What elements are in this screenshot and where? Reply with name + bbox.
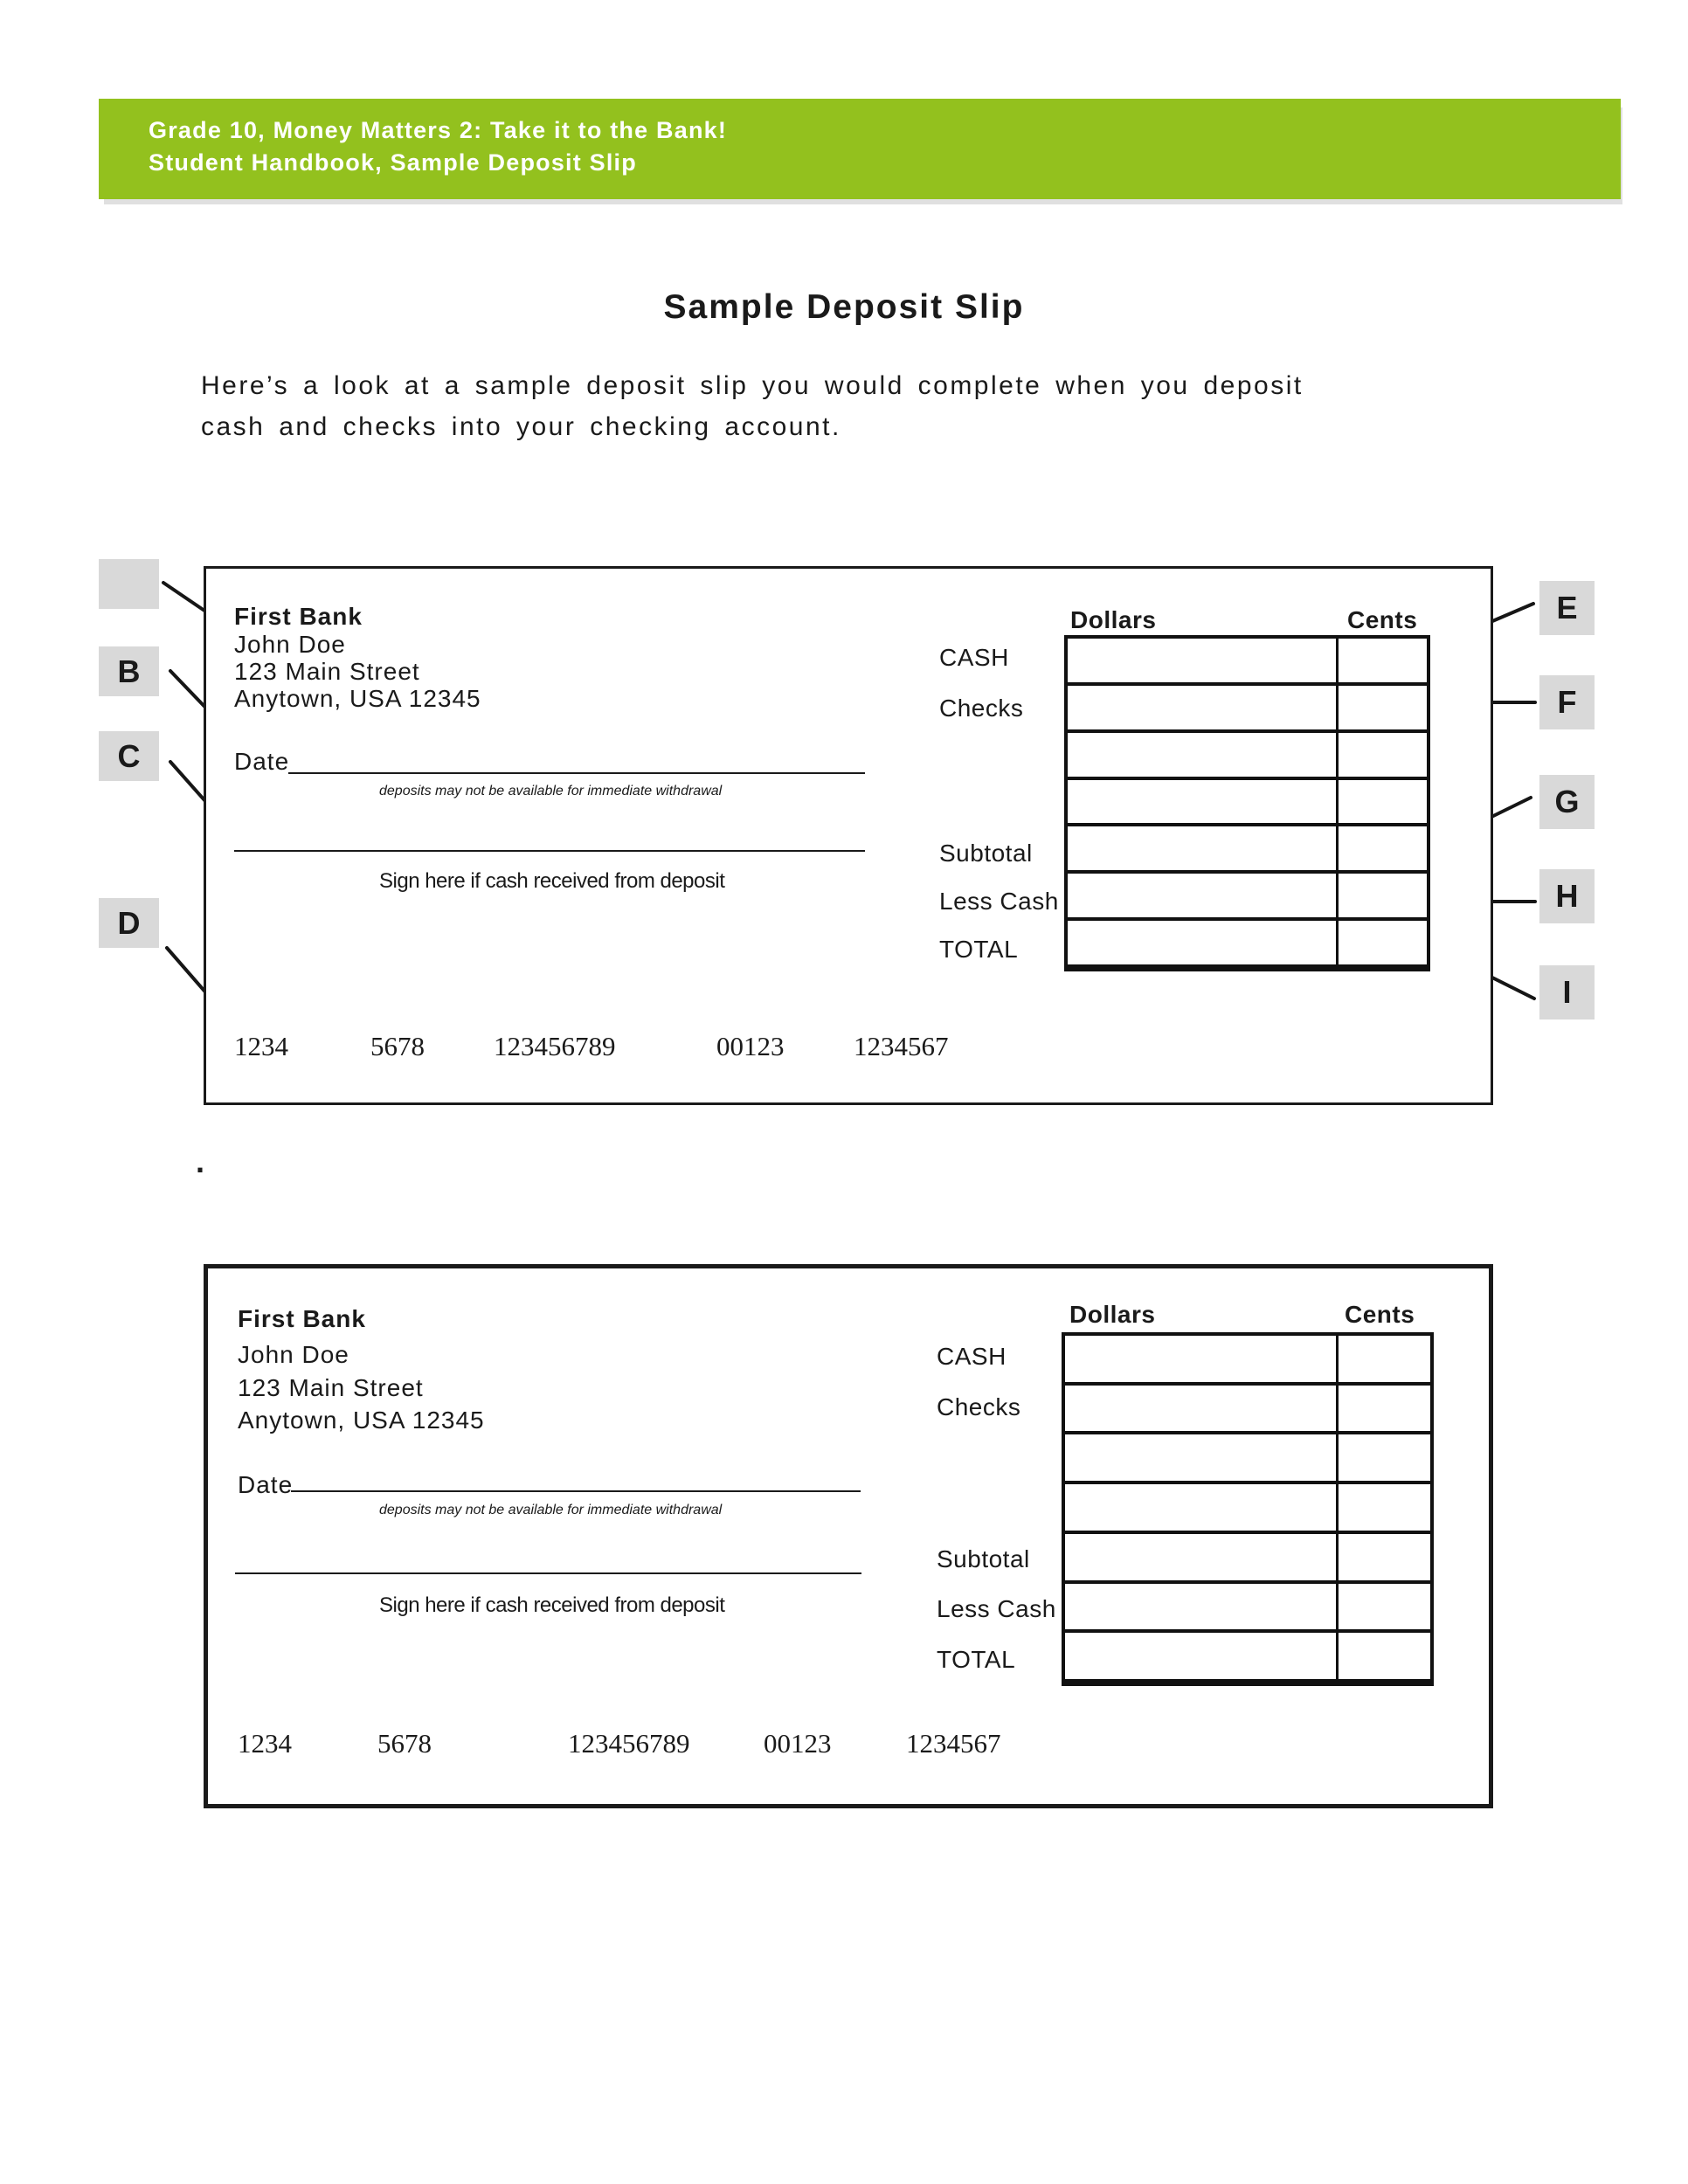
routing-number-2: 5678 [377, 1728, 432, 1759]
total-label: TOTAL [939, 936, 1019, 963]
subtotal-label: Subtotal [937, 1545, 1030, 1572]
table-row-total [1065, 1633, 1430, 1683]
separator-period: . [196, 1144, 205, 1179]
callout-box-h: H [1539, 869, 1595, 923]
table-row-blank-1 [1065, 1434, 1430, 1484]
bank-number: 1234567 [906, 1728, 1001, 1759]
cents-column-divider [1336, 639, 1339, 968]
subtotal-label: Subtotal [939, 840, 1033, 867]
routing-number-1: 1234 [238, 1728, 292, 1759]
bank-name: First Bank [234, 603, 363, 630]
intro-line-1: Here’s a look at a sample deposit slip you would complete when you deposit [201, 371, 1304, 400]
cents-header: Cents [1345, 1301, 1415, 1328]
callout-box-d: D [99, 898, 159, 948]
table-row-blank-1 [1068, 733, 1427, 780]
header-banner [99, 99, 1621, 199]
check-number: 00123 [764, 1728, 832, 1759]
date-label: Date [238, 1471, 294, 1498]
address-street: 123 Main Street [234, 658, 420, 685]
date-line [288, 772, 865, 774]
account-holder: John Doe [234, 631, 346, 658]
account-number: 123456789 [494, 1031, 616, 1061]
table-row-checks [1065, 1386, 1430, 1435]
intro-text [201, 365, 1304, 447]
bank-name: First Bank [238, 1305, 366, 1332]
amount-table [1062, 1332, 1434, 1686]
table-row-cash [1065, 1336, 1430, 1386]
cents-header: Cents [1347, 606, 1418, 633]
table-row-blank-2 [1065, 1484, 1430, 1534]
routing-number-2: 5678 [370, 1031, 425, 1061]
address-city: Anytown, USA 12345 [234, 685, 481, 712]
checks-label: Checks [939, 695, 1024, 722]
callout-box-b: B [99, 646, 159, 696]
page-title: Sample Deposit Slip [663, 288, 1025, 326]
amount-table [1064, 635, 1430, 971]
address-street: 123 Main Street [238, 1374, 424, 1401]
signature-instruction: Sign here if cash received from deposit [379, 1593, 725, 1617]
withdrawal-notice: deposits may not be available for immediate withdrawal [379, 1503, 723, 1517]
account-holder: John Doe [238, 1341, 349, 1368]
callout-box-e: E [1539, 581, 1595, 635]
signature-instruction: Sign here if cash received from deposit [379, 869, 725, 893]
banner-line-2: Student Handbook, Sample Deposit Slip [149, 149, 637, 176]
table-row-subtotal [1065, 1534, 1430, 1584]
address-city: Anytown, USA 12345 [238, 1406, 485, 1434]
table-row-less-cash [1065, 1584, 1430, 1634]
callout-box-i: I [1539, 965, 1595, 1019]
signature-line [235, 1572, 861, 1574]
table-row-less-cash [1068, 874, 1427, 921]
bank-number: 1234567 [854, 1031, 949, 1061]
table-row-total [1068, 921, 1427, 968]
dollars-header: Dollars [1070, 606, 1157, 633]
date-line [291, 1490, 861, 1492]
callout-box-f: F [1539, 675, 1595, 729]
less-cash-label: Less Cash [939, 888, 1059, 915]
banner-line-1: Grade 10, Money Matters 2: Take it to the Bank! [149, 117, 728, 143]
cash-label: CASH [937, 1343, 1007, 1370]
callout-box-a [99, 559, 159, 609]
total-label: TOTAL [937, 1646, 1016, 1673]
intro-line-2: cash and checks into your checking account. [201, 412, 841, 441]
cents-column-divider [1336, 1336, 1339, 1683]
account-number: 123456789 [568, 1728, 690, 1759]
dollars-header: Dollars [1069, 1301, 1156, 1328]
table-row-subtotal [1068, 826, 1427, 874]
routing-number-1: 1234 [234, 1031, 288, 1061]
signature-line [234, 850, 865, 852]
cash-label: CASH [939, 644, 1009, 671]
table-row-checks [1068, 686, 1427, 733]
date-label: Date [234, 748, 290, 775]
callout-box-g: G [1539, 775, 1595, 829]
withdrawal-notice: deposits may not be available for immediate withdrawal [379, 784, 723, 798]
less-cash-label: Less Cash [937, 1595, 1056, 1622]
callout-box-c: C [99, 731, 159, 781]
check-number: 00123 [716, 1031, 785, 1061]
table-row-blank-2 [1068, 780, 1427, 827]
checks-label: Checks [937, 1393, 1021, 1420]
table-row-cash [1068, 639, 1427, 686]
